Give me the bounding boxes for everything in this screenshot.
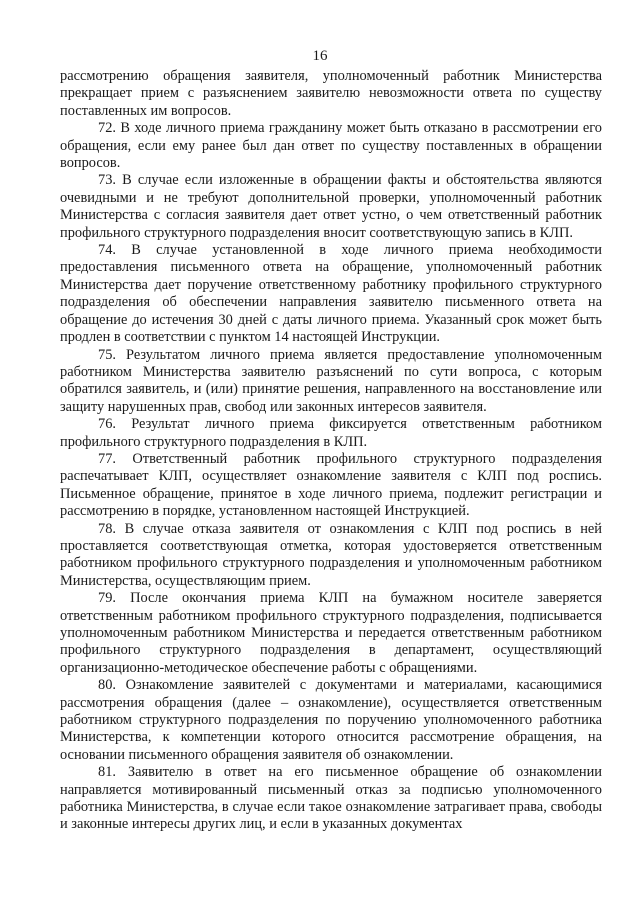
paragraph-78: 78. В случае отказа заявителя от ознакомления с КЛП под роспись в ней проставляется соответствующая отметка, которая удостоверяется ответственным работником профильного структурного подразделения и уполномоченным работником Министерства, осуществляющим прием. [60,520,602,589]
paragraph-74: 74. В случае установленной в ходе личного приема необходимости предоставления письменного ответа на обращение, уполномоченный работник Министерства дает поручение ответственному работнику профильного структурного подразделения об обеспечении направления заявителю письменного ответа на обращение до истечения 30 дней с даты личного приема. Указанный срок может быть продлен в соответствии с пунктом 14 настоящей Инструкции. [60,242,602,346]
paragraph-73: 73. В случае если изложенные в обращении факты и обстоятельства являются очевидными и не требуют дополнительной проверки, уполномоченный работник Министерства с согласия заявителя дает ответ устно, о чем ответственный работник профильного структурного подразделения вносит соответствующую запись в КЛП. [60,172,602,241]
paragraph-72: 72. В ходе личного приема гражданину может быть отказано в рассмотрении его обращения, если ему ранее был дан ответ по существу поставленных в обращении вопросов. [60,120,602,172]
paragraph-76: 76. Результат личного приема фиксируется ответственным работником профильного структурного подразделения в КЛП. [60,416,602,450]
paragraph-continued: рассмотрению обращения заявителя, уполномоченный работник Министерства прекращает прием с разъяснением заявителю невозможности ответа по существу поставленных им вопросов. [60,68,602,119]
paragraph-79: 79. После окончания приема КЛП на бумажном носителе заверяется ответственным работником профильного структурного подразделения, подписывается уполномоченным работником Министерства и передается ответственным работником профильного структурного подразделения в департамент, осуществляющий организационно-методическое обеспечение работы с обращениями. [60,590,602,676]
paragraph-81: 81. Заявителю в ответ на его письменное обращение об ознакомлении направляется мотивированный письменный отказ за подписью уполномоченного работника Министерства, в случае если такое ознакомление затрагивает права, свободы и законные интересы других лиц, и если в указанных документах [60,764,602,833]
paragraph-75: 75. Результатом личного приема является предоставление уполномоченным работником Министерства заявителю разъяснений по сути вопроса, с которым обратился заявитель, и (или) принятие решения, направленного на восстановление или защиту нарушенных прав, свобод или законных интересов заявителя. [60,346,602,415]
paragraph-77: 77. Ответственный работник профильного структурного подразделения распечатывает КЛП, осуществляет ознакомление заявителя с КЛП под роспись. Письменное обращение, принятое в ходе личного приема, подлежит регистрации и рассмотрению в порядке, установленном настоящей Инструкцией. [60,450,602,520]
page-number: 16 [312,48,328,64]
document-body [60,68,602,834]
paragraph-80: 80. Ознакомление заявителей с документами и материалами, касающимися рассмотрения обращения (далее – ознакомление), осуществляется ответственным работником структурного подразделения по поручению уполномоченного работника Министерства, к компетенции которого относится рассмотрение обращения, на основании письменного обращения заявителя об ознакомлении. [60,677,602,763]
